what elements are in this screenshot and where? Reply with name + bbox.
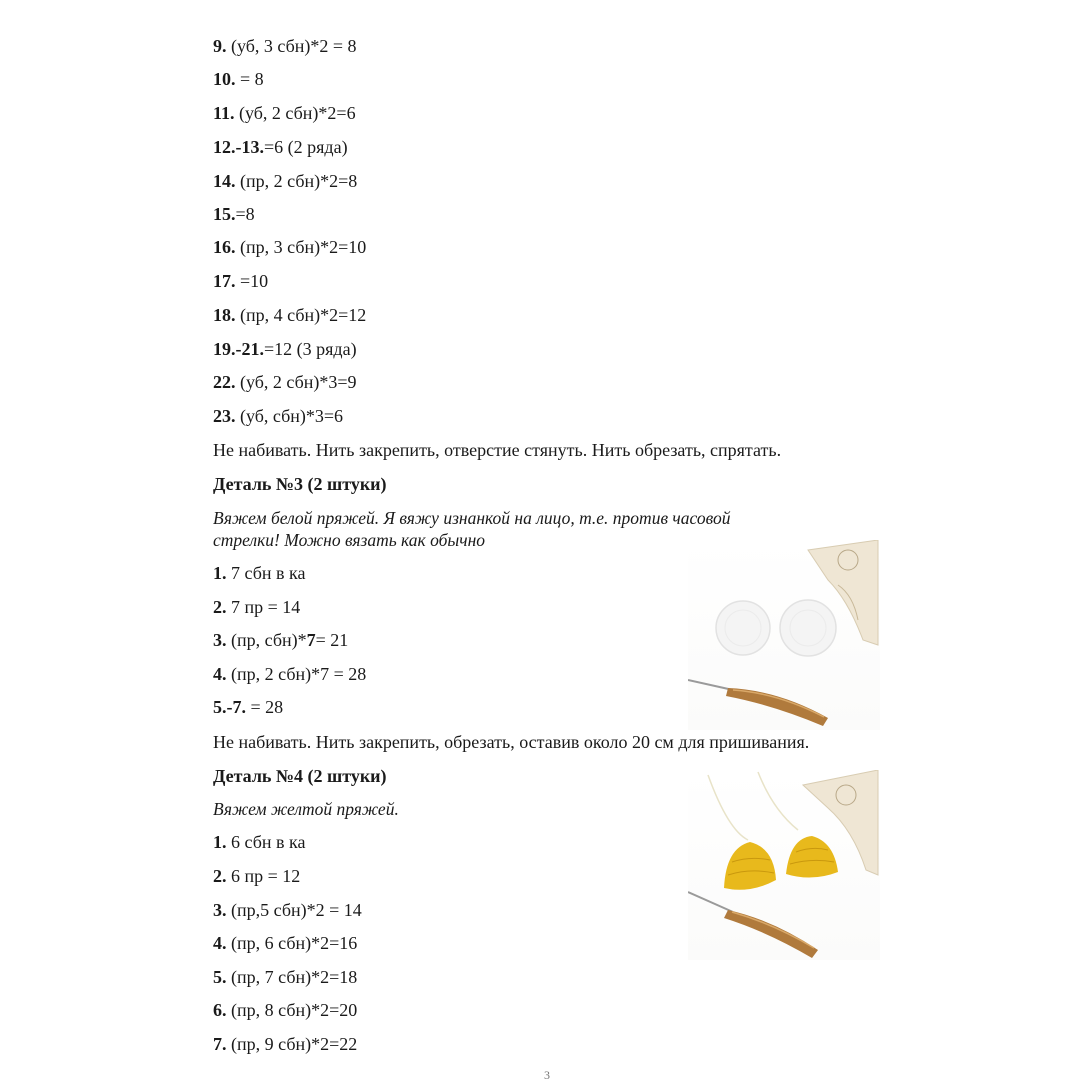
white-circles-illustration xyxy=(688,540,880,730)
part3-row-2: 2. 7 пр = 14 xyxy=(213,597,301,617)
part4-row-2: 2. 6 пр = 12 xyxy=(213,866,301,886)
row-16: 16. (пр, 3 сбн)*2=10 xyxy=(213,237,367,257)
part3-row-1: 1. 7 сбн в ка xyxy=(213,563,306,583)
yellow-cones-illustration xyxy=(688,770,880,960)
finish-instruction-part3: Не набивать. Нить закрепить, обрезать, оставив около 20 см для пришивания. xyxy=(213,732,810,752)
part4-row-5: 5. (пр, 7 сбн)*2=18 xyxy=(213,967,358,987)
row-15: 15.=8 xyxy=(213,204,255,224)
part3-row-5-7: 5.-7. = 28 xyxy=(213,697,284,717)
row-22: 22. (уб, 2 сбн)*3=9 xyxy=(213,372,357,392)
row-11: 11. (уб, 2 сбн)*2=6 xyxy=(213,103,356,123)
page-number: 3 xyxy=(544,1068,550,1082)
row-12-13: 12.-13.=6 (2 ряда) xyxy=(213,137,348,157)
white-circles-photo xyxy=(688,540,880,730)
part3-note-line2: стрелки! Можно вязать как обычно xyxy=(213,530,486,550)
yellow-cones-photo xyxy=(688,770,880,960)
part4-row-1: 1. 6 сбн в ка xyxy=(213,832,306,852)
finish-instruction-part2: Не набивать. Нить закрепить, отверстие стянуть. Нить обрезать, спрятать. xyxy=(213,440,782,460)
part3-row-4: 4. (пр, 2 сбн)*7 = 28 xyxy=(213,664,367,684)
part4-title: Деталь №4 (2 штуки) xyxy=(213,766,387,786)
part3-row-3: 3. (пр, сбн)*7= 21 xyxy=(213,630,349,650)
row-23: 23. (уб, сбн)*3=6 xyxy=(213,406,344,426)
part3-note-line1: Вяжем белой пряжей. Я вяжу изнанкой на лицо, т.е. против часовой xyxy=(213,508,731,528)
row-9: 9. (уб, 3 сбн)*2 = 8 xyxy=(213,36,357,56)
row-14: 14. (пр, 2 сбн)*2=8 xyxy=(213,171,358,191)
part4-note: Вяжем желтой пряжей. xyxy=(213,799,399,819)
part4-row-3: 3. (пр,5 сбн)*2 = 14 xyxy=(213,900,362,920)
row-10: 10. = 8 xyxy=(213,69,264,89)
part4-row-7: 7. (пр, 9 сбн)*2=22 xyxy=(213,1034,358,1054)
part3-title: Деталь №3 (2 штуки) xyxy=(213,474,387,494)
row-19-21: 19.-21.=12 (3 ряда) xyxy=(213,339,357,359)
row-18: 18. (пр, 4 сбн)*2=12 xyxy=(213,305,367,325)
part4-row-6: 6. (пр, 8 сбн)*2=20 xyxy=(213,1000,358,1020)
part4-row-4: 4. (пр, 6 сбн)*2=16 xyxy=(213,933,358,953)
row-17: 17. =10 xyxy=(213,271,269,291)
